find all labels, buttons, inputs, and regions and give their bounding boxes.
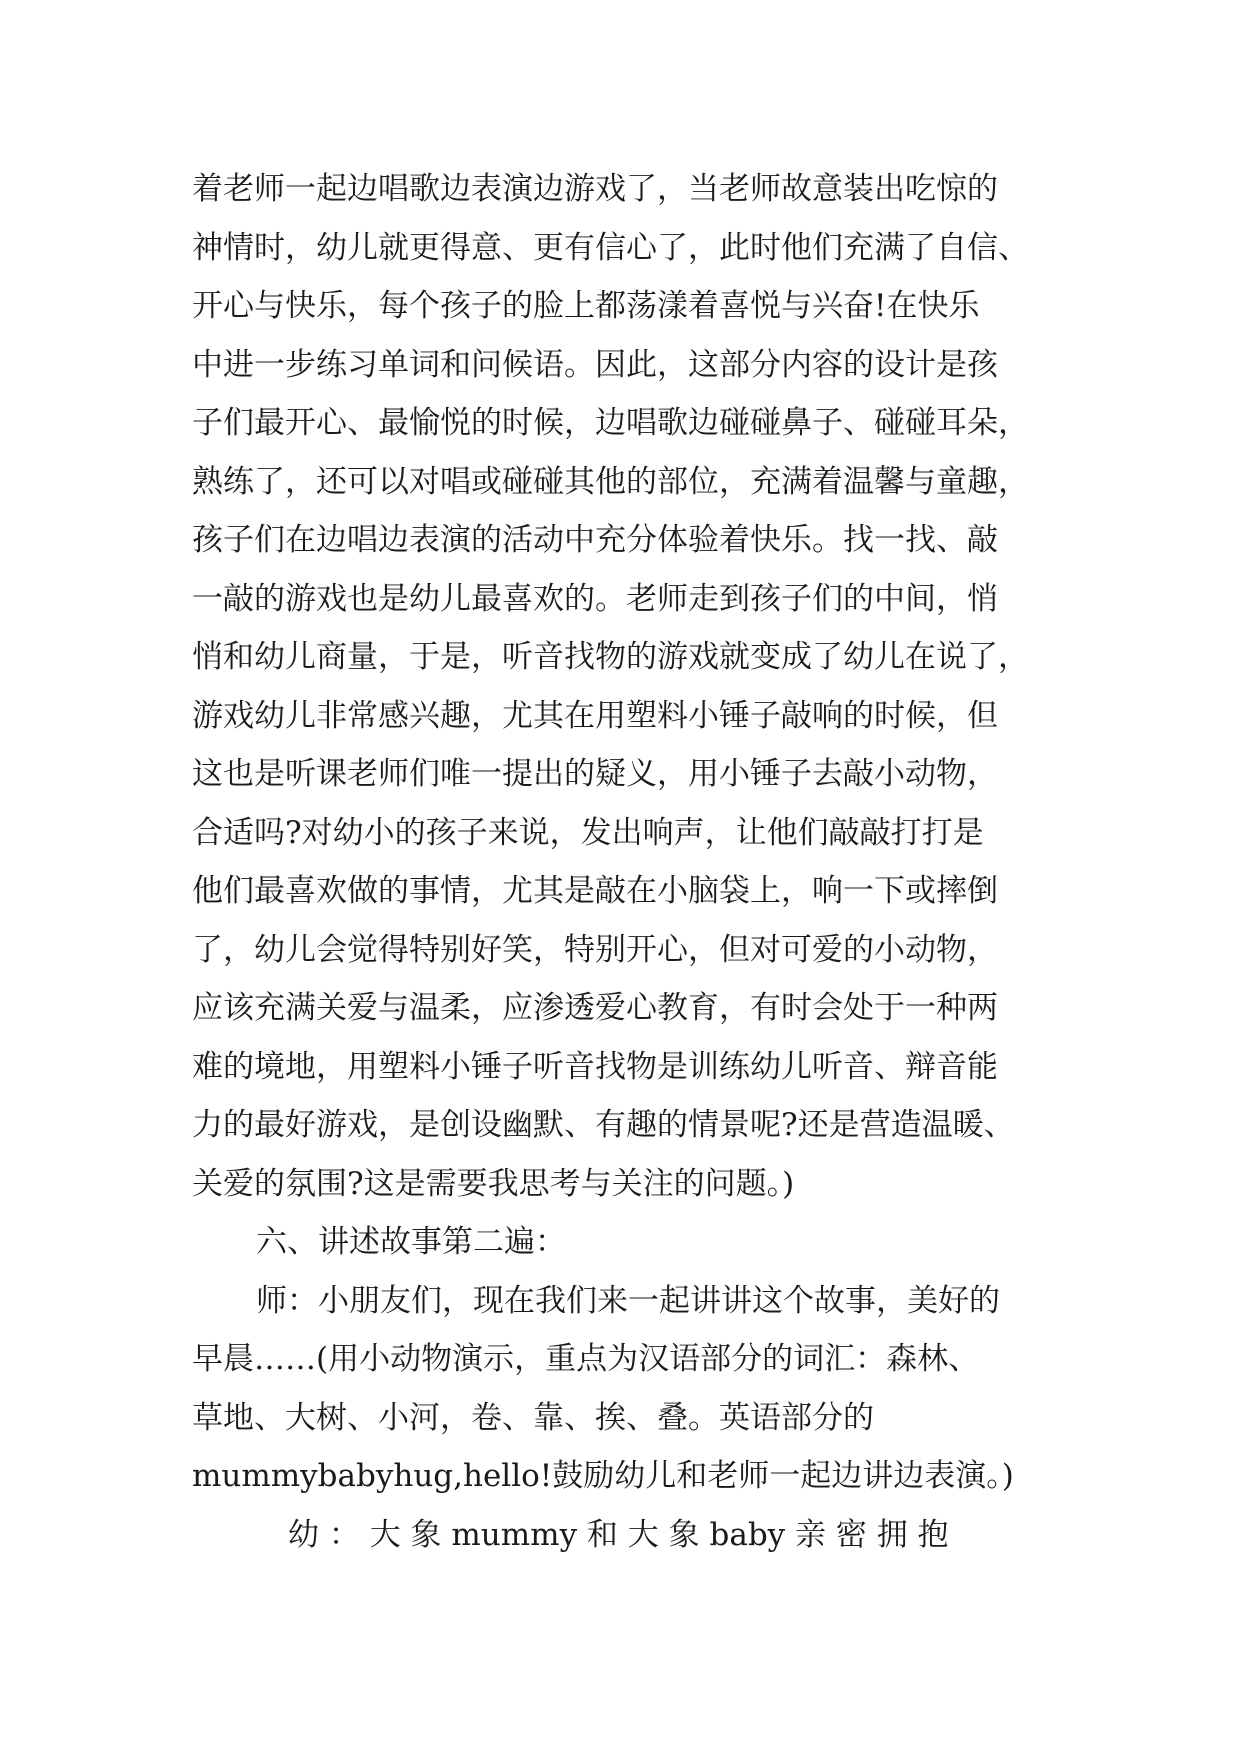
paragraph-line: 游戏幼儿非常感兴趣，尤其在用塑料小锤子敲响的时候，但 — [192, 697, 998, 734]
paragraph-line: 合适吗?对幼小的孩子来说，发出响声，让他们敲敲打打是 — [192, 814, 984, 851]
teacher-line: 早晨……(用小动物演示，重点为汉语部分的词汇：森林、 — [192, 1341, 980, 1377]
paragraph-line: 他们最喜欢做的事情，尤其是敲在小脑袋上，响一下或摔倒 — [192, 873, 998, 909]
paragraph-line: 了，幼儿会觉得特别好笑，特别开心，但对可爱的小动物， — [192, 931, 998, 968]
paragraph-line: 关爱的氛围?这是需要我思考与关注的问题。) — [192, 1165, 795, 1202]
paragraph-line: 神情时，幼儿就更得意、更有信心了，此时他们充满了自信、 — [192, 229, 1029, 266]
teacher-line: 草地、大树、小河，卷、靠、挨、叠。英语部分的 — [192, 1399, 874, 1436]
document-page — [192, 160, 1064, 1564]
paragraph-line: 一敲的游戏也是幼儿最喜欢的。老师走到孩子们的中间，悄 — [192, 580, 998, 617]
paragraph-line: 力的最好游戏，是创设幽默、有趣的情景呢?还是营造温暖、 — [192, 1107, 1015, 1143]
paragraph-line: 难的境地，用塑料小锤子听音找物是训练幼儿听音、辩音能 — [192, 1048, 998, 1085]
paragraph-line: 孩子们在边唱边表演的活动中充分体验着快乐。找一找、敲 — [192, 522, 998, 558]
paragraph-line: 子们最开心、最愉悦的时候，边唱歌边碰碰鼻子、碰碰耳朵， — [192, 405, 1029, 441]
paragraph-line: 开心与快乐，每个孩子的脸上都荡漾着喜悦与兴奋!在快乐 — [192, 288, 980, 324]
paragraph-line: 这也是听课老师们唯一提出的疑义，用小锤子去敲小动物， — [192, 756, 998, 792]
paragraph-line: 悄和幼儿商量，于是，听音找物的游戏就变成了幼儿在说了， — [192, 639, 1029, 675]
paragraph-line: 应该充满关爱与温柔，应渗透爱心教育，有时会处于一种两 — [192, 990, 998, 1026]
section-heading: 六、讲述故事第二遍： — [256, 1224, 566, 1260]
child-line: 幼 ： 大 象 mummy 和 大 象 baby 亲 密 拥 抱 — [288, 1516, 949, 1553]
paragraph-line: 着老师一起边唱歌边表演边游戏了，当老师故意装出吃惊的 — [192, 171, 998, 207]
paragraph-line: 熟练了，还可以对唱或碰碰其他的部位，充满着温馨与童趣， — [192, 463, 1029, 500]
teacher-line: 师：小朋友们，现在我们来一起讲讲这个故事，美好的 — [256, 1282, 1000, 1319]
paragraph-line: 中进一步练习单词和问候语。因此，这部分内容的设计是孩 — [192, 346, 998, 383]
teacher-line: mummybabyhug,hello!鼓励幼儿和老师一起边讲边表演。) — [192, 1458, 1014, 1494]
